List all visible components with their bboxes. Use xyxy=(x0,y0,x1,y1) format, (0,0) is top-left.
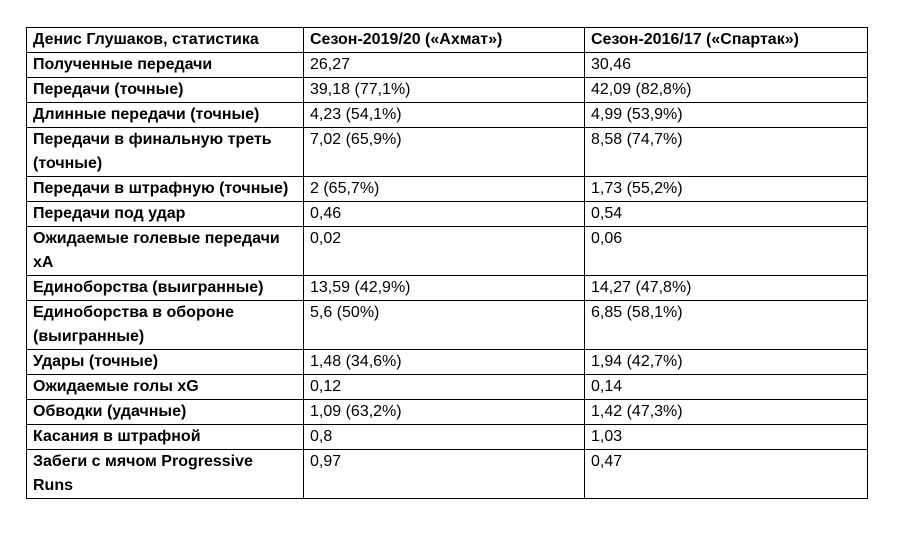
table-row xyxy=(27,276,868,301)
table-row xyxy=(27,103,868,128)
header-row xyxy=(27,28,868,53)
row-label-cell: Удары (точные) xyxy=(27,350,304,375)
table-row xyxy=(27,128,868,177)
value-2016-17-cell: 4,99 (53,9%) xyxy=(585,103,868,128)
row-label-cell: Передачи (точные) xyxy=(27,78,304,103)
value-2019-20-cell: 0,12 xyxy=(304,375,585,400)
table-row xyxy=(27,53,868,78)
table-row xyxy=(27,177,868,202)
stats-table-container xyxy=(26,27,867,499)
row-label-cell: Забеги с мячом Progressive Runs xyxy=(27,450,304,499)
value-2016-17-cell: 6,85 (58,1%) xyxy=(585,301,868,350)
table-body xyxy=(27,53,868,499)
value-2019-20-cell: 0,46 xyxy=(304,202,585,227)
value-2019-20-cell: 0,02 xyxy=(304,227,585,276)
value-2019-20-cell: 0,97 xyxy=(304,450,585,499)
value-2019-20-cell: 0,8 xyxy=(304,425,585,450)
row-label-cell: Полученные передачи xyxy=(27,53,304,78)
value-2019-20-cell: 1,48 (34,6%) xyxy=(304,350,585,375)
header-cell-title: Денис Глушаков, статистика xyxy=(27,28,304,53)
value-2016-17-cell: 0,54 xyxy=(585,202,868,227)
header-cell-season-2019-20: Сезон-2019/20 («Ахмат») xyxy=(304,28,585,53)
table-row xyxy=(27,78,868,103)
value-2016-17-cell: 1,94 (42,7%) xyxy=(585,350,868,375)
stats-table xyxy=(26,27,868,499)
table-row xyxy=(27,202,868,227)
value-2019-20-cell: 1,09 (63,2%) xyxy=(304,400,585,425)
value-2019-20-cell: 39,18 (77,1%) xyxy=(304,78,585,103)
table-row xyxy=(27,425,868,450)
value-2019-20-cell: 7,02 (65,9%) xyxy=(304,128,585,177)
table-row xyxy=(27,400,868,425)
value-2016-17-cell: 1,42 (47,3%) xyxy=(585,400,868,425)
row-label-cell: Передачи под удар xyxy=(27,202,304,227)
value-2019-20-cell: 13,59 (42,9%) xyxy=(304,276,585,301)
value-2016-17-cell: 14,27 (47,8%) xyxy=(585,276,868,301)
table-row xyxy=(27,301,868,350)
value-2016-17-cell: 0,06 xyxy=(585,227,868,276)
value-2016-17-cell: 30,46 xyxy=(585,53,868,78)
row-label-cell: Единоборства в обороне (выигранные) xyxy=(27,301,304,350)
value-2019-20-cell: 26,27 xyxy=(304,53,585,78)
row-label-cell: Передачи в финальную треть (точные) xyxy=(27,128,304,177)
table-row xyxy=(27,227,868,276)
row-label-cell: Касания в штрафной xyxy=(27,425,304,450)
table-row xyxy=(27,450,868,499)
row-label-cell: Ожидаемые голы xG xyxy=(27,375,304,400)
value-2019-20-cell: 4,23 (54,1%) xyxy=(304,103,585,128)
value-2019-20-cell: 2 (65,7%) xyxy=(304,177,585,202)
value-2016-17-cell: 1,73 (55,2%) xyxy=(585,177,868,202)
row-label-cell: Ожидаемые голевые передачи xA xyxy=(27,227,304,276)
row-label-cell: Передачи в штрафную (точные) xyxy=(27,177,304,202)
value-2016-17-cell: 8,58 (74,7%) xyxy=(585,128,868,177)
row-label-cell: Единоборства (выигранные) xyxy=(27,276,304,301)
value-2016-17-cell: 42,09 (82,8%) xyxy=(585,78,868,103)
row-label-cell: Длинные передачи (точные) xyxy=(27,103,304,128)
table-row xyxy=(27,375,868,400)
table-row xyxy=(27,350,868,375)
value-2019-20-cell: 5,6 (50%) xyxy=(304,301,585,350)
value-2016-17-cell: 0,14 xyxy=(585,375,868,400)
value-2016-17-cell: 0,47 xyxy=(585,450,868,499)
row-label-cell: Обводки (удачные) xyxy=(27,400,304,425)
value-2016-17-cell: 1,03 xyxy=(585,425,868,450)
header-cell-season-2016-17: Сезон-2016/17 («Спартак») xyxy=(585,28,868,53)
